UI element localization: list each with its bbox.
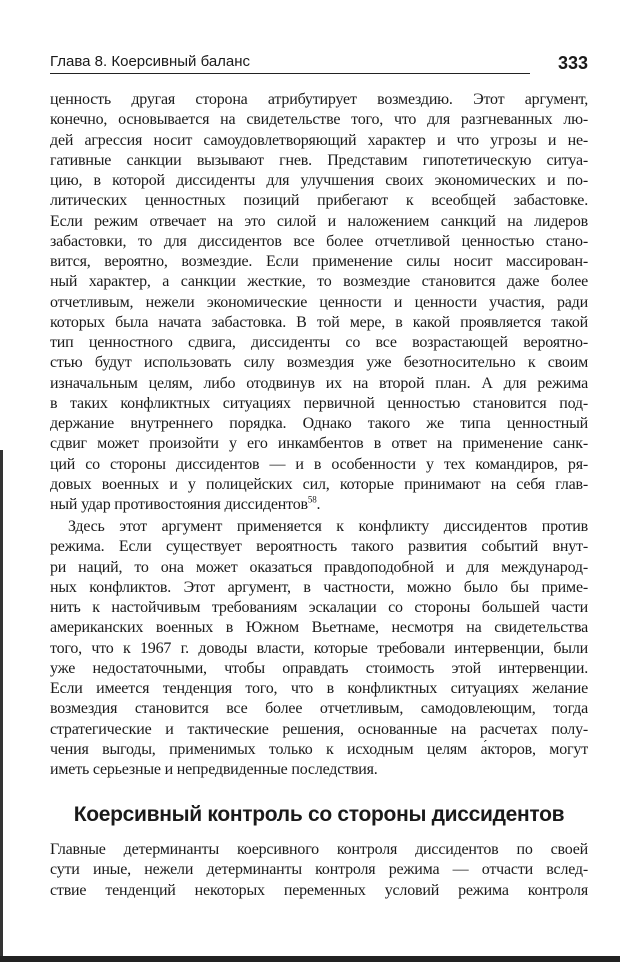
text-line: литических ценностных позиций прибегают к всеобщей забастовке. [50,192,588,210]
text-line: Главные детерминанты коерсивного контроля диссидентов по своей [50,841,588,858]
text-line: забастовки, то для диссидентов все более отчетливой ценностью стано- [50,232,588,250]
text-line: отчетливым, нежели экономические ценности и ценности участия, ради [50,293,588,311]
text-line: ный удар противостояния диссидентов$^{58}$. [50,495,321,513]
text-line: изначальным целям, либо отодвинув их на второй план. А для режима [50,374,588,392]
text-line: ций со стороны диссидентов — и в особенности у тех командиров, ря- [50,455,588,473]
text-line: нить к настойчивым требованиям эскалации со стороны большей части [50,599,588,616]
footnote-ref: 58 [307,495,317,505]
scan-edge-bottom [0,956,620,962]
text-line: уже недостаточными, чтобы оправдать стоимость этой интервенции. [50,659,588,677]
text-line: режима. Если существует вероятность такого развития событий внут- [50,538,588,556]
text-line: возмездия становится все более отчетливым, самодовлеющим, тогда [50,700,588,718]
text-line: которых была начата забастовка. В той мере, в какой проявляется такой [50,313,588,331]
text-line: ствие тенденций некоторых переменных условий режима контроля [50,881,588,899]
text-line: того, что к 1967 г. доводы власти, которые требовали интервенции, были [50,639,588,657]
section-heading: Коерсивный контроль со стороны диссидентов [73,803,565,826]
running-header: Глава 8. Коерсивный баланс [50,52,530,74]
paragraph-3 [50,840,588,901]
text-line: вится, вероятно, возмездие. Если применение силы носит массирован- [50,253,588,270]
text-line: иметь серьезные и непредвиденные последствия. [50,761,378,778]
text-line: держание внутреннего порядка. Однако такого же типа ценностный [50,415,588,432]
text-line: американских военных в Южном Вьетнаме, несмотря на свидетельства [50,619,588,637]
text-line: ный характер, а санкции жесткие, то возмездие становится даже более [50,273,588,291]
text-line: стью будут использовать силу возмездия уже безотносительно к своим [50,354,588,372]
text-line: ри наций, то она может оказаться правдоподобной и для международ- [50,558,588,576]
text-line: сути иные, нежели детерминанты контроля режима — отчасти вслед- [50,861,588,879]
text-line: тип ценностного сдвига, диссиденты со все возрастающей вероятно- [50,334,588,351]
page-number: 333 [557,53,588,73]
sentence-end: . [316,496,321,513]
text-line: в таких конфликтных ситуациях первичной ценностью становится под- [50,394,588,412]
text-line: Если режим отвечает на это силой и наложением санкций на лидеров [50,212,588,230]
paragraph-1 [50,90,588,515]
text-line: цию, в которой диссиденты для улучшения своих экономических и по- [50,172,588,189]
paragraph-2 [50,517,588,780]
text-line: конечно, основывается на свидетельстве того, что для разгневанных лю- [50,111,588,129]
scan-edge-left [0,450,3,962]
text-line: Здесь этот аргумент применяется к конфликту диссидентов против [68,518,588,535]
text-line: ных конфликтов. Этот аргумент, в частности, можно было бы приме- [50,578,588,596]
text-line: гативные санкции вызывают гнев. Представим гипотетическую ситуа- [50,151,588,169]
text-line: Если имеется тенденция того, что в конфликтных ситуациях желание [50,680,588,697]
text-line: чения выгоды, применимых только к исходным целям а́кторов, могут [50,740,588,758]
text-line: сдвиг может произойти у его инкамбентов в ответ на применение санк- [50,435,588,453]
text-line: ценность другая сторона атрибутирует возмездию. Этот аргумент, [50,91,588,108]
text-line: дей агрессия носит самоудовлетворяющий характер и что угрозы и не- [50,131,588,149]
text-line: довых военных и у полицейских сил, которые принимают на себя глав- [50,475,588,493]
text-line: стратегические и тактические решения, основанные на расчетах полу- [50,720,588,738]
